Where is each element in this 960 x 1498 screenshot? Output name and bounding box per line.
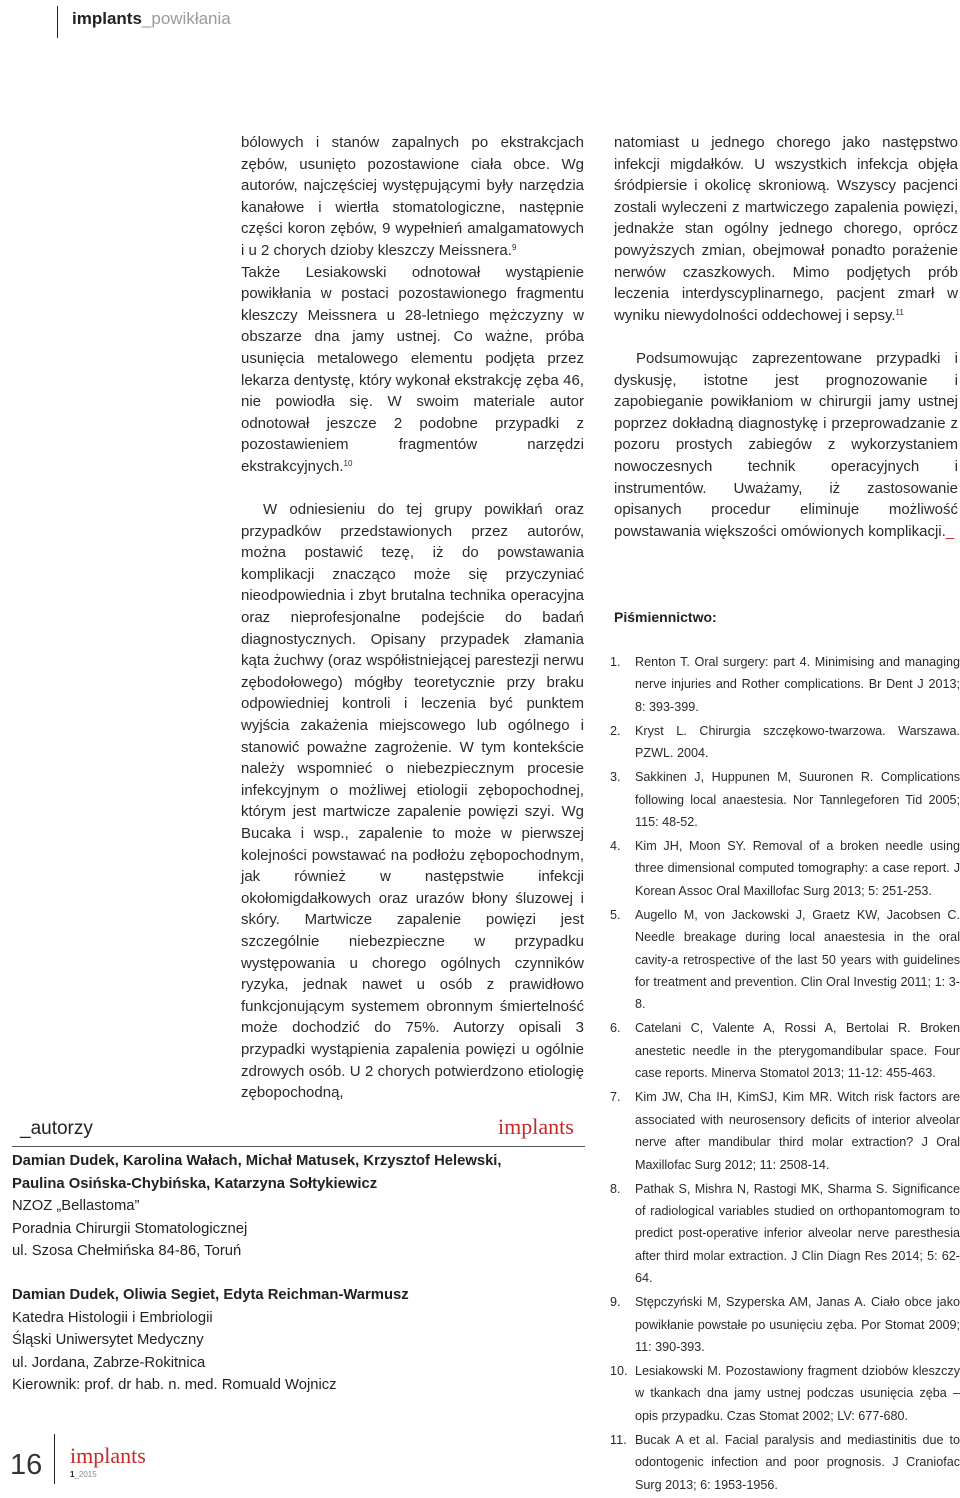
citation-marker: 11: [895, 307, 904, 317]
affiliation-line: ul. Szosa Chełmińska 84-86, Toruń: [12, 1243, 242, 1260]
affiliation-line: Poradnia Chirurgii Stomatologicznej: [12, 1220, 248, 1237]
affiliation-line: Śląski Uniwersytet Medyczny: [12, 1332, 204, 1349]
reference-number: 9.: [610, 1295, 621, 1310]
reference-item: [610, 904, 960, 1016]
reference-number: 8.: [610, 1181, 621, 1196]
reference-number: 7.: [610, 1090, 621, 1105]
reference-text: Augello M, von Jackowski J, Graetz KW, Jacobsen C. Needle breakage during local anaestesia in the oral cavity-a retrospective of the last 50 years with guidelines for treatment and prevention. Clin Oral Investig 2011; 1: 3-8.: [635, 907, 960, 1012]
citation-marker: 10: [343, 458, 353, 468]
reference-number: 3.: [610, 770, 621, 785]
paragraph: [614, 348, 958, 542]
affiliation-line: ul. Jordana, Zabrze-Rokitnica: [12, 1354, 206, 1371]
page-number: 16: [10, 1449, 43, 1481]
affiliation-line: Kierownik: prof. dr hab. n. med. Romuald Wojnicz: [12, 1377, 337, 1394]
reference-item: [610, 1017, 960, 1084]
footer-divider: [54, 1434, 55, 1484]
affiliation-line: NZOZ „Bellastoma”: [12, 1198, 140, 1215]
reference-text: Bucak A et al. Facial paralysis and mediastinitis due to odontogenic infection and poor prognosis. J Craniofac Surg 2013; 6: 1953-1956.: [635, 1432, 960, 1492]
reference-number: 2.: [610, 723, 621, 738]
authors-affiliation-2: [12, 1284, 592, 1397]
reference-number: 4.: [610, 839, 621, 854]
author-names: Paulina Osińska-Chybińska, Katarzyna Sołtykiewicz: [12, 1175, 378, 1192]
reference-text: Kim JH, Moon SY. Removal of a broken needle using three dimensional computed tomography: a case report. J Korean Assoc Oral Maxillofac Surg 2013; 5: 251-253.: [635, 839, 960, 898]
footer-issue: [70, 1470, 97, 1479]
reference-text: Kryst L. Chirurgia szczękowo-twarzowa. Warszawa. PZWL. 2004.: [635, 723, 960, 761]
reference-number: 10.: [610, 1363, 628, 1378]
reference-item: [610, 1086, 960, 1176]
issue-year: _2015: [74, 1470, 97, 1479]
paragraph-text: Podsumowując zaprezentowane przypadki i dyskusję, istotne jest prognozowanie i zapobieganie powikłaniom w chirurgii jamy ustnej poprzez dokładną diagnostykę i przeprowadzanie z pozoru prostych zabiegów z wykorzystaniem nowoczesnych technik operacyjnych i instrumentów. Uważamy, iż zastosowanie opisanych procedur eliminuje możliwość powstawania większości omówionych komplikacji.: [614, 349, 958, 540]
references-list: [610, 651, 960, 1498]
paragraph: [241, 499, 584, 1104]
author-names: Damian Dudek, Karolina Wałach, Michał Matusek, Krzysztof Helewski,: [12, 1153, 502, 1169]
authors-divider: [12, 1146, 585, 1147]
paragraph-text: bólowych i stanów zapalnych po ekstrakcjach zębów, usunięto pozostawione ciała obce. Wg autorów, najczęściej występującymi były narzędzia kanałowe i wiertła stomatologiczne, następnie części koron zębów, 9 wypełnień amalgamatowych i u 2 chorych dzioby kleszczy Meissnera.: [241, 134, 584, 259]
reference-text: Stępczyński M, Szyperska AM, Janas A. Ciało obce jako powikłanie powstałe po usunięciu zęba. Por Stomat 2009; 11: 390-393.: [635, 1295, 960, 1354]
authors-affiliation-1: [12, 1150, 592, 1263]
authors-brand-logo: implants: [498, 1114, 574, 1139]
running-header: [72, 9, 231, 29]
reference-text: Renton T. Oral surgery: part 4. Minimising and managing nerve injuries and Rother complications. Br Dent J 2013; 8: 393-399.: [635, 655, 960, 714]
authors-label: _autorzy: [20, 1118, 93, 1139]
reference-item: [610, 1291, 960, 1358]
reference-text: Lesiakowski M. Pozostawiony fragment dziobów kleszczy w tkankach dna jamy ustnej podczas usunięcia zęba – opis przypadku. Czas Stomat 2002; LV: 677-680.: [635, 1363, 960, 1423]
reference-item: [610, 835, 960, 902]
reference-item: [610, 1360, 960, 1427]
paragraph: [241, 132, 584, 262]
reference-text: Sakkinen J, Huppunen M, Suuronen R. Complications following local anaestesia. Nor Tannlegeforen Tid 2005; 115: 48-52.: [635, 770, 960, 830]
reference-item: [610, 766, 960, 833]
paragraph: [241, 262, 584, 478]
paragraph-text: W odniesieniu do tej grupy powikłań oraz przypadków przedstawionych przez autorów, można postawić tezę, iż do powstawania komplikacji znacząco może się przyczyniać nieodpowiednia i zbyt brutalna technika operacyjna oraz nieprofesjonalne podejście do badań diagnostycznych. Opisany przypadek złamania kąta żuchwy (oraz współistniejącej parestezji nerwu zębodołowego) mógłby teoretycznie przy braku odpowiedniej kontroli i leczenia być punktem wyjścia zakażenia miejscowego lub ogólnego i stanowić poważne zagrożenie. W tym kontekście należy wspomnieć o niebezpiecznym procesie infekcyjnym o możliwej etiologii zębopochodnej, którym jest martwicze zapalenie powięzi szyi. Wg Bucaka i wsp., zapalenie to może w pierwszej kolejności powstawać na podłożu zębopochodnym, jak również w następstwie infekcji okołomigdałkowych oraz urazów błony śluzowej i skóry. Martwicze zapalenie powięzi jest szczególnie niebezpieczne w przypadku występowania u chorego ogólnych czynników ryzyka, jednak nawet u osób z prawidłowo funkcjonującym systemem obronnym śmiertelność może dochodzić do 75%. Autorzy opisali 3 przypadki wystąpienia zapalenia powięzi u ogólnie zdrowych osób. U 2 chorych potwierdzono etiologię zębopochodną,: [241, 501, 584, 1102]
reference-item: [610, 651, 960, 718]
reference-number: 11.: [610, 1432, 627, 1447]
article-column-right: [614, 132, 958, 542]
end-mark: _: [945, 522, 955, 540]
citation-marker: 9: [511, 242, 517, 252]
reference-text: Pathak S, Mishra N, Rastogi MK, Sharma S. Significance of radiological variables studied on orthopantomogram to predict post-operative inferior alveolar nerve paresthesia after third molar extraction. J Clin Diagn Res 2014; 5: 62-64.: [635, 1181, 960, 1286]
header-section: _powikłania: [141, 9, 231, 28]
author-names: Damian Dudek, Oliwia Segiet, Edyta Reichman-Warmusz: [12, 1287, 409, 1303]
footer-brand-logo: implants: [70, 1443, 146, 1468]
reference-item: [610, 720, 960, 765]
issue-number: 1: [70, 1470, 75, 1479]
paragraph-text: natomiast u jednego chorego jako następstwo infekcji migdałków. U wszystkich infekcja objęła śródpiersie i okolicę skroniową. Wszyscy pacjenci zostali wyleczeni z martwiczego zapalenia powięzi, jednakże stan ogólny jednego chorego, oprócz powyższych zmian, obejmował ponadto porażenie nerwów czaszkowych. Mimo podjętych prób leczenia interdyscyplinarnego, pacjent zmarł w wyniku niewydolności oddechowej i sepsy.: [614, 134, 958, 324]
affiliation-line: Katedra Histologii i Embriologii: [12, 1309, 213, 1326]
reference-item: [610, 1178, 960, 1290]
reference-number: 6.: [610, 1021, 621, 1036]
paragraph-text: Także Lesiakowski odnotował wystąpienie powikłania w postaci pozostawionego fragmentu kleszczy Meissnera u 28-letniego mężczyzny w obszarze dna jamy ustnej. Co ważne, próba usunięcia metalowego elementu podjęta przez lekarza dentystę, który wykonał ekstrakcję zęba 46, nie powiodła się. W swoim materiale autor odnotował jeszcze 2 podobne przypadki z pozostawieniem fragmentów narzędzi ekstrakcyjnych.: [241, 263, 584, 475]
reference-text: Kim JW, Cha IH, KimSJ, Kim MR. Witch risk factors are associated with neurosensory deficits of interior alveolar nerve after mandibular third molar extraction? J Oral Maxillofac Surg 2012; 11: 2508-14.: [635, 1090, 960, 1172]
paragraph: [614, 132, 958, 326]
reference-text: Catelani C, Valente A, Rossi A, Bertolai R. Broken anestetic needle in the pterygomandibular space. Four case reports. Minerva Stomatol 2013; 11-12: 455-463.: [635, 1021, 960, 1081]
references-title: Piśmiennictwo:: [614, 609, 717, 625]
article-column-middle: [241, 132, 584, 1104]
header-brand: implants: [72, 9, 142, 28]
reference-number: 1.: [610, 655, 621, 669]
header-divider: [57, 6, 58, 38]
reference-item: [610, 1429, 960, 1496]
reference-number: 5.: [610, 907, 621, 922]
